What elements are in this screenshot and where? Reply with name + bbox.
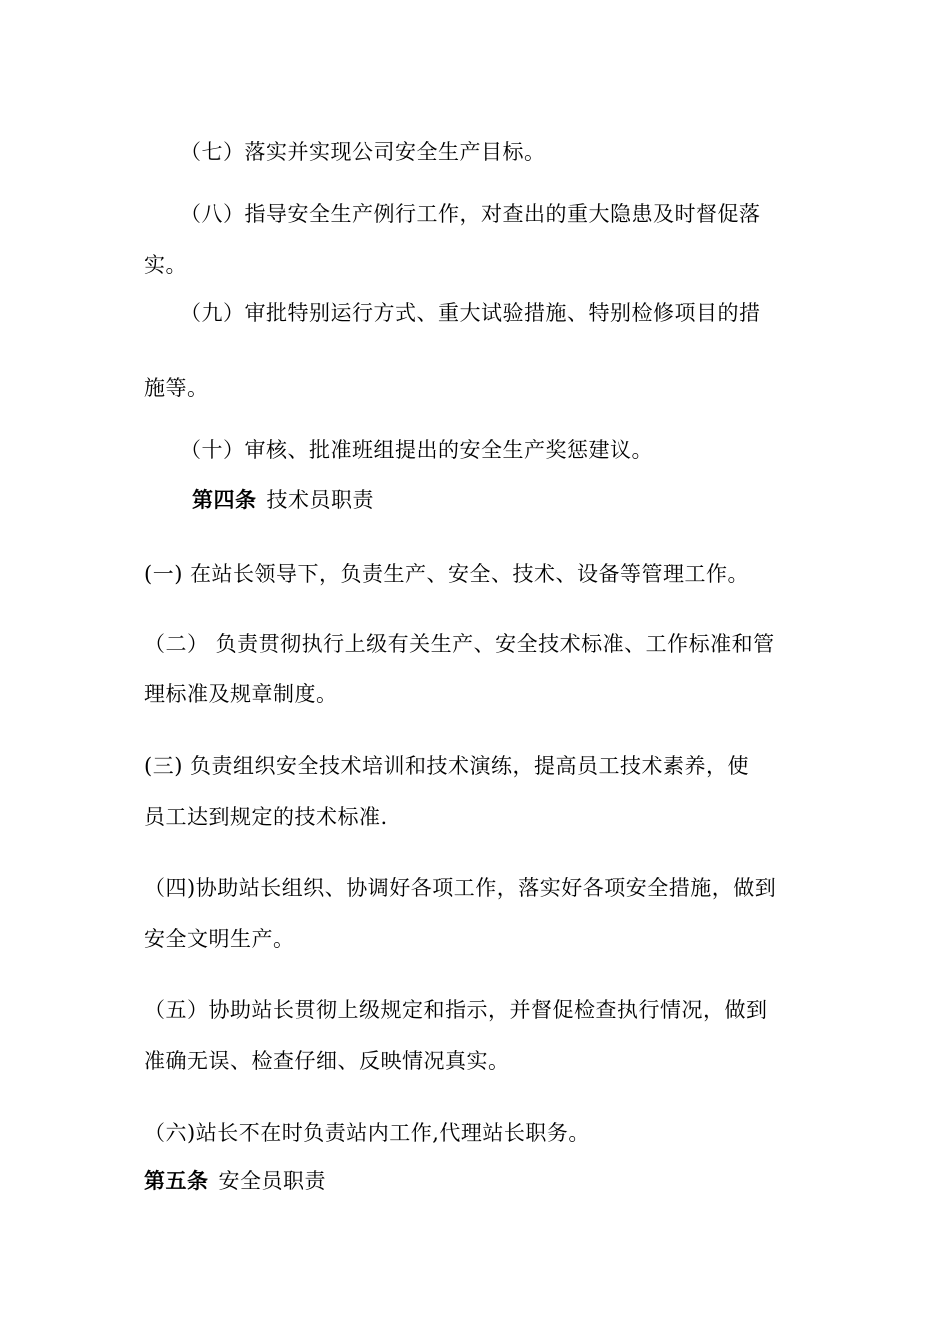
article-4-title: 技术员职责 bbox=[266, 488, 374, 512]
article-5-title: 安全员职责 bbox=[218, 1169, 326, 1193]
tech-item-4-line-1: （四)协助站长组织、协调好各项工作，落实好各项安全措施，做到 bbox=[144, 876, 777, 900]
tech-item-2-line-1: （二） 负责贯彻执行上级有关生产、安全技术标准、工作标准和管 bbox=[144, 632, 775, 656]
tech-item-2-line-2: 理标准及规章制度。 bbox=[144, 682, 338, 706]
clause-8-line-2: 实。 bbox=[144, 253, 187, 277]
clause-7: （七）落实并实现公司安全生产目标。 bbox=[180, 140, 546, 164]
tech-item-5-line-1: （五）协助站长贯彻上级规定和指示，并督促检查执行情况，做到 bbox=[144, 998, 768, 1022]
tech-item-3-line-2: 员工达到规定的技术标准. bbox=[144, 805, 388, 829]
tech-item-6: （六)站长不在时负责站内工作,代理站长职务。 bbox=[144, 1121, 590, 1145]
article-5-number: 第五条 bbox=[144, 1168, 209, 1193]
article-4-number: 第四条 bbox=[192, 487, 257, 512]
clause-8-line-1: （八）指导安全生产例行工作，对查出的重大隐患及时督促落 bbox=[180, 202, 761, 226]
clause-9-line-2: 施等。 bbox=[144, 376, 209, 400]
tech-item-5-line-2: 准确无误、检查仔细、反映情况真实。 bbox=[144, 1049, 510, 1073]
tech-item-1: (一) 在站长领导下，负责生产、安全、技术、设备等管理工作。 bbox=[144, 562, 750, 586]
tech-item-4-line-2: 安全文明生产。 bbox=[144, 927, 295, 951]
tech-item-3-line-1: (三) 负责组织安全技术培训和技术演练，提高员工技术素养，使 bbox=[144, 754, 750, 778]
article-5-heading bbox=[144, 1167, 326, 1195]
article-4-heading bbox=[192, 486, 374, 514]
clause-9-line-1: （九）审批特别运行方式、重大试验措施、特别检修项目的措 bbox=[180, 301, 761, 325]
clause-10: （十）审核、批准班组提出的安全生产奖惩建议。 bbox=[180, 438, 653, 462]
